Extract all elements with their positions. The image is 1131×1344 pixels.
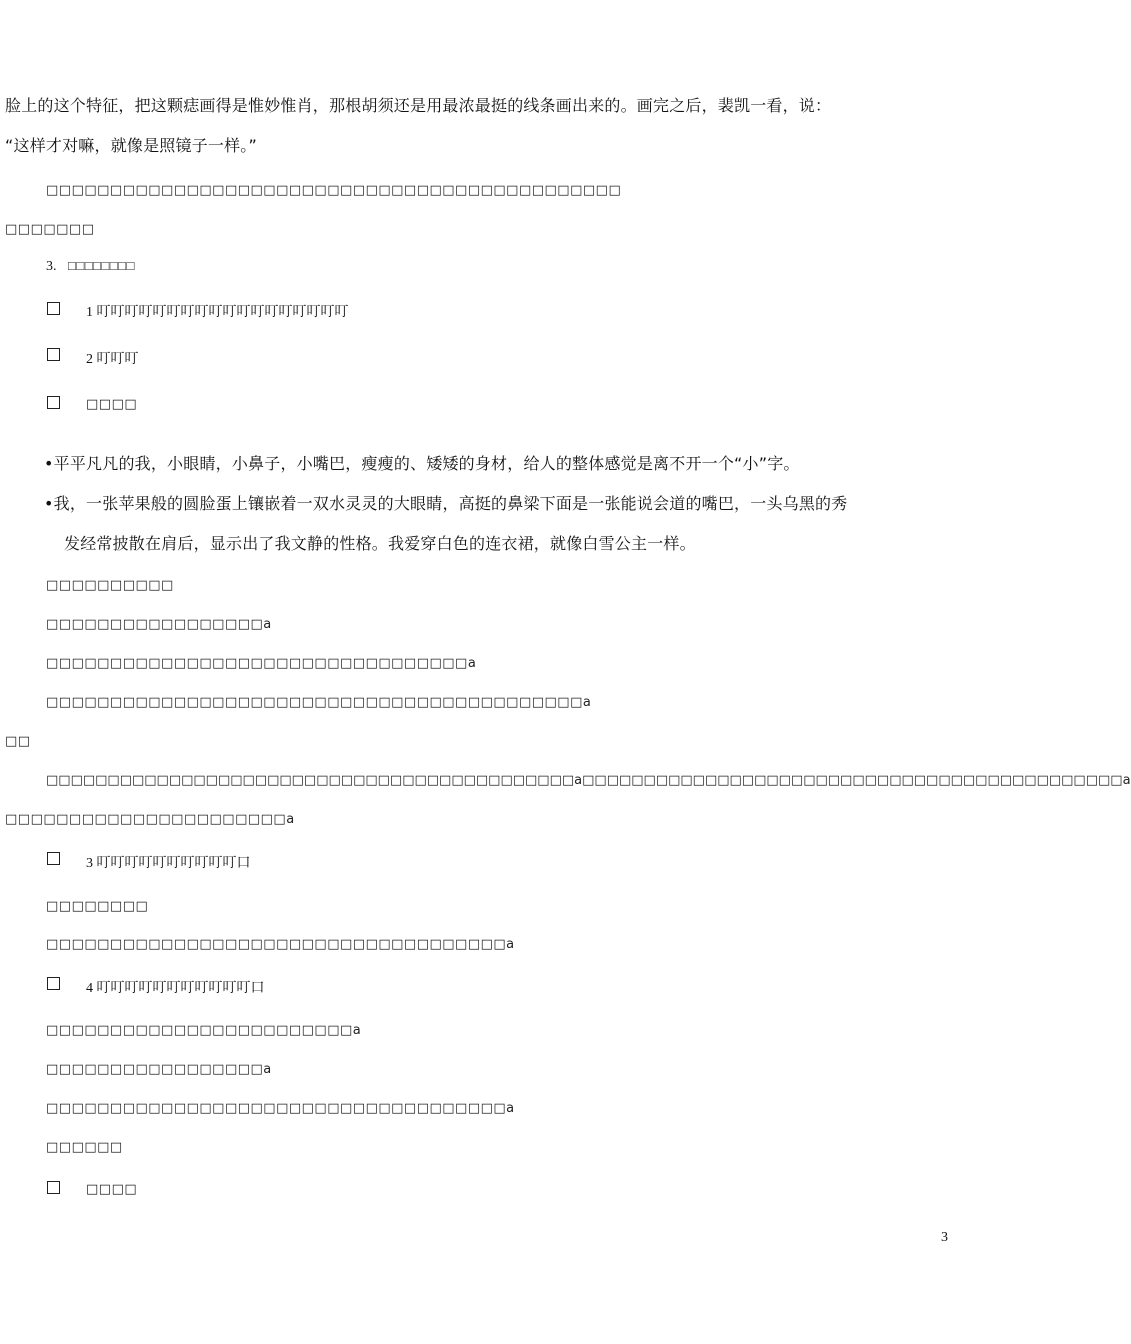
checkbox-label: □□□□: [86, 1182, 138, 1197]
garbled-text: □□□□□□□□: [46, 899, 149, 914]
checkbox-icon[interactable]: [47, 348, 60, 361]
garbled-text: □□□□□□: [46, 1140, 123, 1155]
garbled-text: □□□□□□□□□□□□□□□□□□□□□□□□a: [46, 1023, 362, 1038]
paragraph-line: 脸上的这个特征，把这颗痣画得是惟妙惟肖，那根胡须还是用最浓最挺的线条画出来的。画完之后，裴凯一看，说：: [5, 96, 832, 115]
garbled-text: □□□□□□□□□□□□□□□□□□□□□□□□□□□□□□□□□□□□a: [46, 937, 515, 952]
checkbox-label: □□□□: [86, 397, 138, 412]
section-title: □□□□□□□□: [68, 258, 135, 273]
garbled-text: □□□□□□□□□□□□□□□□□a: [46, 1062, 272, 1077]
bullet-item: [44, 491, 847, 514]
garbled-text: □□□□□□□□□□□□□□□□□a: [46, 617, 272, 632]
garbled-text: □□□□□□□□□□□□□□□□□□□□□□□□□□□□□□□□□a: [46, 656, 477, 671]
checkbox-label: 3 叮叮叮叮叮叮叮叮叮叮口: [86, 856, 251, 871]
garbled-text: □□: [5, 734, 31, 749]
checkbox-icon[interactable]: [47, 302, 60, 315]
garbled-text: □□□□□□□□□□□□□□□□□□□□□□□□□□□□□□□□□□□□□□□□□□a: [46, 695, 592, 710]
bullet-mark: •: [44, 454, 54, 473]
checkbox-label: 1 叮叮叮叮叮叮叮叮叮叮叮叮叮叮叮叮叮叮: [86, 305, 349, 320]
checkbox-icon[interactable]: [47, 977, 60, 990]
checkbox-icon[interactable]: [47, 1181, 60, 1194]
garbled-text: □□□□□□□□□□□□□□□□□□□□□□□□□□□□□□□□□□□□□□□□□□□□□: [46, 183, 622, 198]
checkbox-icon[interactable]: [47, 396, 60, 409]
garbled-text: □□□□□□□□□□□□□□□□□□□□□□a: [5, 812, 295, 827]
bullet-item: [44, 451, 800, 474]
paragraph-line: “这样才对嘛，就像是照镜子一样。”: [5, 136, 257, 155]
garbled-text: □□□□□□□: [5, 222, 95, 237]
checkbox-label: 2 叮叮叮: [86, 352, 139, 367]
garbled-text: □□□□□□□□□□□□□□□□□□□□□□□□□□□□□□□□□□□□□□□□□□□a□□□□□□□□□□□□□□□□□□□□□□□□□□□□□□□□□□□□□□□□□□□□a: [46, 773, 1131, 788]
garbled-text: □□□□□□□□□□: [46, 578, 174, 593]
section-heading: [46, 258, 135, 275]
bullet-mark: •: [44, 494, 54, 513]
section-number: 3.: [46, 259, 57, 274]
bullet-text: 我，一张苹果般的圆脸蛋上镶嵌着一双水灵灵的大眼睛，高挺的鼻梁下面是一张能说会道的嘴巴，一头乌黑的秀: [53, 494, 848, 513]
garbled-text: □□□□□□□□□□□□□□□□□□□□□□□□□□□□□□□□□□□□a: [46, 1101, 515, 1116]
bullet-continuation: 发经常披散在肩后，显示出了我文静的性格。我爱穿白色的连衣裙，就像白雪公主一样。: [64, 534, 696, 553]
bullet-text: 平平凡凡的我，小眼睛，小鼻子，小嘴巴，瘦瘦的、矮矮的身材，给人的整体感觉是离不开一个“小”字。: [53, 454, 800, 473]
page-number: 3: [941, 1230, 948, 1245]
checkbox-icon[interactable]: [47, 852, 60, 865]
checkbox-label: 4 叮叮叮叮叮叮叮叮叮叮叮口: [86, 981, 265, 996]
